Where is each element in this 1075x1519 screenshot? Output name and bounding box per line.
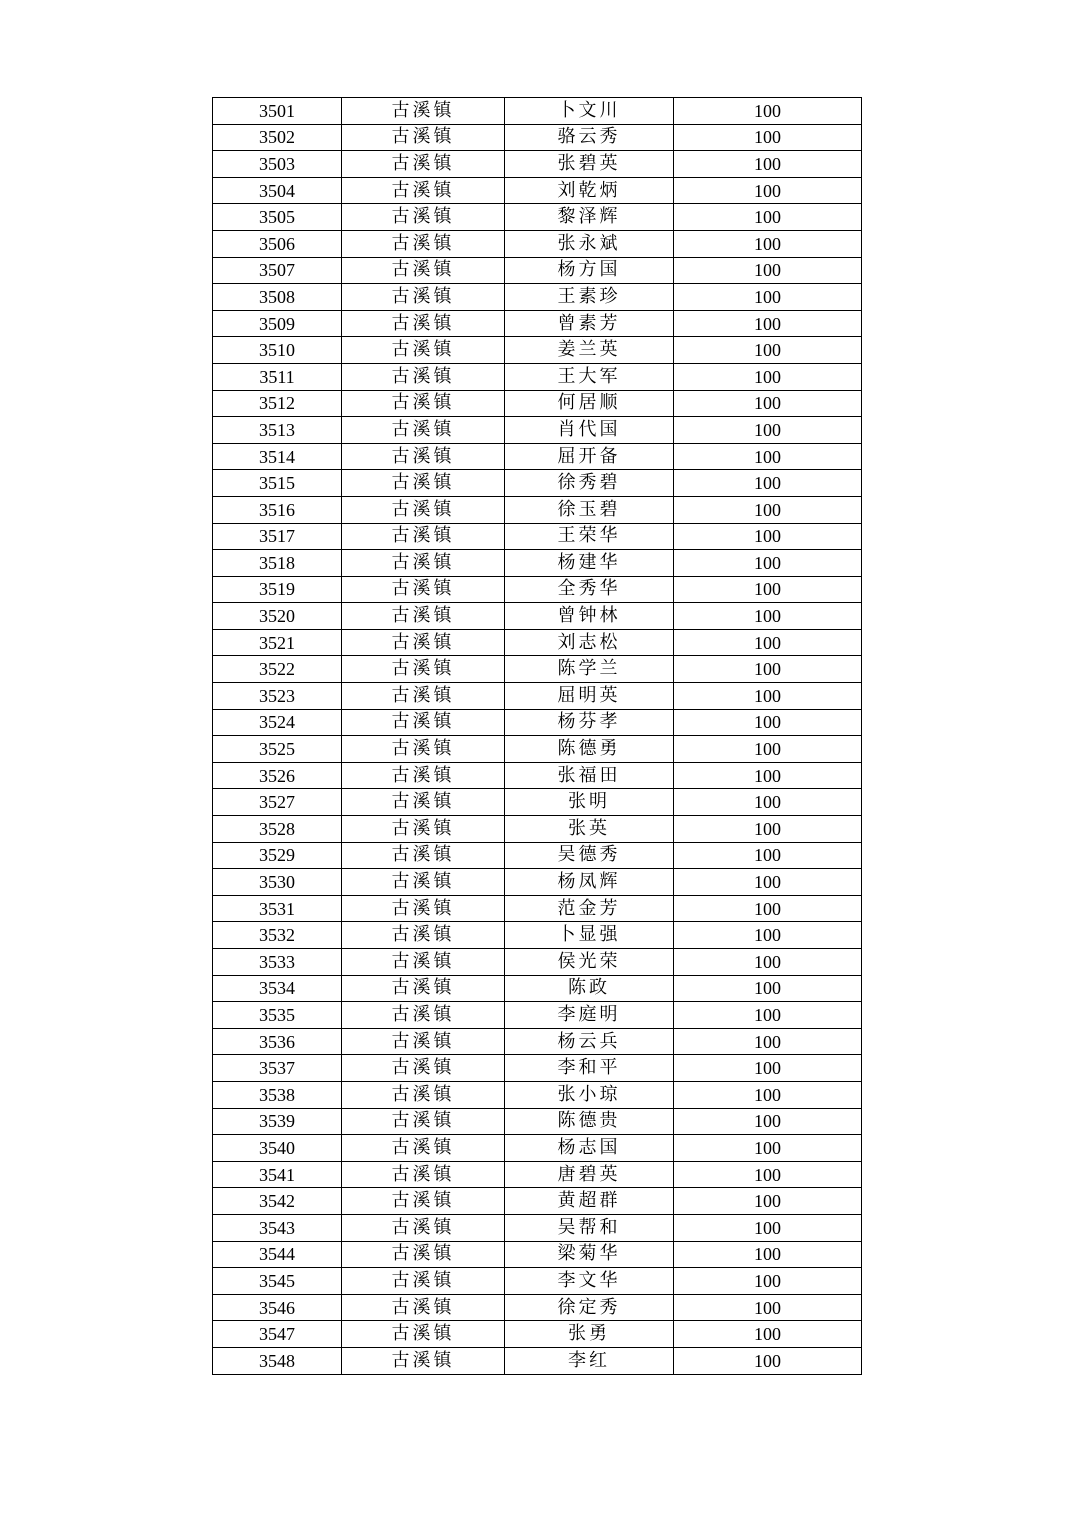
town-cell: 古溪镇 [342, 310, 505, 337]
person-name-cell: 杨方国 [505, 257, 674, 284]
serial-number-cell: 3547 [213, 1321, 342, 1348]
table-row [213, 550, 862, 577]
amount-cell: 100 [674, 204, 862, 231]
town-cell: 古溪镇 [342, 363, 505, 390]
amount-cell: 100 [674, 683, 862, 710]
person-name-cell: 刘志松 [505, 629, 674, 656]
town-cell: 古溪镇 [342, 762, 505, 789]
town-cell: 古溪镇 [342, 496, 505, 523]
serial-number-cell: 3514 [213, 443, 342, 470]
person-name-cell: 吴帮和 [505, 1214, 674, 1241]
amount-cell: 100 [674, 1321, 862, 1348]
serial-number-cell: 3541 [213, 1161, 342, 1188]
serial-number-cell: 3536 [213, 1028, 342, 1055]
table-row [213, 922, 862, 949]
table-row [213, 949, 862, 976]
town-cell: 古溪镇 [342, 284, 505, 311]
town-cell: 古溪镇 [342, 204, 505, 231]
person-name-cell: 张永斌 [505, 230, 674, 257]
table-row [213, 230, 862, 257]
table-row [213, 470, 862, 497]
person-name-cell: 吴德秀 [505, 842, 674, 869]
person-name-cell: 徐定秀 [505, 1294, 674, 1321]
serial-number-cell: 3518 [213, 550, 342, 577]
town-cell: 古溪镇 [342, 257, 505, 284]
town-cell: 古溪镇 [342, 417, 505, 444]
table-row [213, 443, 862, 470]
table-row [213, 736, 862, 763]
amount-cell: 100 [674, 257, 862, 284]
table-row [213, 523, 862, 550]
serial-number-cell: 3535 [213, 1002, 342, 1029]
town-cell: 古溪镇 [342, 895, 505, 922]
town-cell: 古溪镇 [342, 177, 505, 204]
amount-cell: 100 [674, 869, 862, 896]
table-row [213, 124, 862, 151]
serial-number-cell: 3502 [213, 124, 342, 151]
town-cell: 古溪镇 [342, 1188, 505, 1215]
serial-number-cell: 3538 [213, 1081, 342, 1108]
table-row [213, 576, 862, 603]
person-name-cell: 张福田 [505, 762, 674, 789]
amount-cell: 100 [674, 496, 862, 523]
amount-cell: 100 [674, 1028, 862, 1055]
person-name-cell: 王大军 [505, 363, 674, 390]
serial-number-cell: 3510 [213, 337, 342, 364]
serial-number-cell: 3533 [213, 949, 342, 976]
serial-number-cell: 3543 [213, 1214, 342, 1241]
table-row [213, 1002, 862, 1029]
person-name-cell: 刘乾炳 [505, 177, 674, 204]
town-cell: 古溪镇 [342, 1294, 505, 1321]
town-cell: 古溪镇 [342, 1321, 505, 1348]
town-cell: 古溪镇 [342, 736, 505, 763]
serial-number-cell: 3529 [213, 842, 342, 869]
town-cell: 古溪镇 [342, 230, 505, 257]
amount-cell: 100 [674, 1135, 862, 1162]
town-cell: 古溪镇 [342, 629, 505, 656]
town-cell: 古溪镇 [342, 1268, 505, 1295]
amount-cell: 100 [674, 284, 862, 311]
serial-number-cell: 3516 [213, 496, 342, 523]
serial-number-cell: 3546 [213, 1294, 342, 1321]
town-cell: 古溪镇 [342, 550, 505, 577]
amount-cell: 100 [674, 816, 862, 843]
town-cell: 古溪镇 [342, 98, 505, 125]
serial-number-cell: 3548 [213, 1347, 342, 1374]
serial-number-cell: 3521 [213, 629, 342, 656]
town-cell: 古溪镇 [342, 1161, 505, 1188]
serial-number-cell: 3520 [213, 603, 342, 630]
person-name-cell: 屈明英 [505, 683, 674, 710]
serial-number-cell: 3504 [213, 177, 342, 204]
town-cell: 古溪镇 [342, 470, 505, 497]
table-row [213, 1294, 862, 1321]
person-name-cell: 陈政 [505, 975, 674, 1002]
serial-number-cell: 3519 [213, 576, 342, 603]
amount-cell: 100 [674, 1294, 862, 1321]
town-cell: 古溪镇 [342, 709, 505, 736]
table-row [213, 310, 862, 337]
town-cell: 古溪镇 [342, 869, 505, 896]
serial-number-cell: 3534 [213, 975, 342, 1002]
town-cell: 古溪镇 [342, 789, 505, 816]
serial-number-cell: 3517 [213, 523, 342, 550]
table-row [213, 1214, 862, 1241]
amount-cell: 100 [674, 523, 862, 550]
amount-cell: 100 [674, 922, 862, 949]
table-row [213, 284, 862, 311]
person-name-cell: 张英 [505, 816, 674, 843]
amount-cell: 100 [674, 390, 862, 417]
serial-number-cell: 3501 [213, 98, 342, 125]
person-name-cell: 张明 [505, 789, 674, 816]
table-row [213, 1108, 862, 1135]
person-name-cell: 张勇 [505, 1321, 674, 1348]
town-cell: 古溪镇 [342, 576, 505, 603]
table-row [213, 869, 862, 896]
amount-cell: 100 [674, 1268, 862, 1295]
person-name-cell: 全秀华 [505, 576, 674, 603]
town-cell: 古溪镇 [342, 656, 505, 683]
amount-cell: 100 [674, 443, 862, 470]
amount-cell: 100 [674, 337, 862, 364]
town-cell: 古溪镇 [342, 949, 505, 976]
table-row [213, 337, 862, 364]
table-row [213, 151, 862, 178]
person-name-cell: 杨芬孝 [505, 709, 674, 736]
town-cell: 古溪镇 [342, 337, 505, 364]
table-row [213, 177, 862, 204]
town-cell: 古溪镇 [342, 603, 505, 630]
person-name-cell: 侯光荣 [505, 949, 674, 976]
table-row [213, 1055, 862, 1082]
amount-cell: 100 [674, 949, 862, 976]
town-cell: 古溪镇 [342, 1055, 505, 1082]
table-row [213, 257, 862, 284]
person-name-cell: 杨凤辉 [505, 869, 674, 896]
amount-cell: 100 [674, 470, 862, 497]
amount-cell: 100 [674, 975, 862, 1002]
table-row [213, 1135, 862, 1162]
person-name-cell: 杨建华 [505, 550, 674, 577]
table-row [213, 656, 862, 683]
serial-number-cell: 3508 [213, 284, 342, 311]
table-row [213, 1268, 862, 1295]
amount-cell: 100 [674, 709, 862, 736]
serial-number-cell: 3511 [213, 363, 342, 390]
serial-number-cell: 3509 [213, 310, 342, 337]
beneficiary-table [212, 97, 862, 1375]
serial-number-cell: 3515 [213, 470, 342, 497]
table-row [213, 1028, 862, 1055]
amount-cell: 100 [674, 576, 862, 603]
serial-number-cell: 3545 [213, 1268, 342, 1295]
amount-cell: 100 [674, 762, 862, 789]
person-name-cell: 张小琼 [505, 1081, 674, 1108]
table-row [213, 363, 862, 390]
amount-cell: 100 [674, 789, 862, 816]
serial-number-cell: 3503 [213, 151, 342, 178]
serial-number-cell: 3523 [213, 683, 342, 710]
serial-number-cell: 3512 [213, 390, 342, 417]
serial-number-cell: 3544 [213, 1241, 342, 1268]
person-name-cell: 范金芳 [505, 895, 674, 922]
town-cell: 古溪镇 [342, 1002, 505, 1029]
amount-cell: 100 [674, 417, 862, 444]
serial-number-cell: 3527 [213, 789, 342, 816]
person-name-cell: 陈德贵 [505, 1108, 674, 1135]
amount-cell: 100 [674, 310, 862, 337]
table-row [213, 709, 862, 736]
amount-cell: 100 [674, 98, 862, 125]
table-row [213, 98, 862, 125]
serial-number-cell: 3524 [213, 709, 342, 736]
amount-cell: 100 [674, 177, 862, 204]
serial-number-cell: 3526 [213, 762, 342, 789]
amount-cell: 100 [674, 230, 862, 257]
table-row [213, 1241, 862, 1268]
person-name-cell: 徐秀碧 [505, 470, 674, 497]
person-name-cell: 何居顺 [505, 390, 674, 417]
table-row [213, 1081, 862, 1108]
town-cell: 古溪镇 [342, 1214, 505, 1241]
amount-cell: 100 [674, 550, 862, 577]
person-name-cell: 李和平 [505, 1055, 674, 1082]
town-cell: 古溪镇 [342, 124, 505, 151]
amount-cell: 100 [674, 603, 862, 630]
person-name-cell: 梁菊华 [505, 1241, 674, 1268]
table-row [213, 1347, 862, 1374]
person-name-cell: 李红 [505, 1347, 674, 1374]
table-row [213, 895, 862, 922]
amount-cell: 100 [674, 1214, 862, 1241]
person-name-cell: 姜兰英 [505, 337, 674, 364]
amount-cell: 100 [674, 1241, 862, 1268]
town-cell: 古溪镇 [342, 1028, 505, 1055]
table-row [213, 789, 862, 816]
table-row [213, 629, 862, 656]
table-row [213, 1321, 862, 1348]
town-cell: 古溪镇 [342, 1108, 505, 1135]
person-name-cell: 唐碧英 [505, 1161, 674, 1188]
serial-number-cell: 3525 [213, 736, 342, 763]
amount-cell: 100 [674, 656, 862, 683]
serial-number-cell: 3540 [213, 1135, 342, 1162]
town-cell: 古溪镇 [342, 1135, 505, 1162]
serial-number-cell: 3530 [213, 869, 342, 896]
town-cell: 古溪镇 [342, 523, 505, 550]
person-name-cell: 王素珍 [505, 284, 674, 311]
amount-cell: 100 [674, 1161, 862, 1188]
table-row [213, 762, 862, 789]
amount-cell: 100 [674, 363, 862, 390]
person-name-cell: 李文华 [505, 1268, 674, 1295]
town-cell: 古溪镇 [342, 816, 505, 843]
table-body [213, 98, 862, 1375]
serial-number-cell: 3537 [213, 1055, 342, 1082]
town-cell: 古溪镇 [342, 922, 505, 949]
person-name-cell: 杨云兵 [505, 1028, 674, 1055]
town-cell: 古溪镇 [342, 1081, 505, 1108]
serial-number-cell: 3531 [213, 895, 342, 922]
person-name-cell: 黎泽辉 [505, 204, 674, 231]
person-name-cell: 曾素芳 [505, 310, 674, 337]
table-row [213, 603, 862, 630]
amount-cell: 100 [674, 842, 862, 869]
serial-number-cell: 3542 [213, 1188, 342, 1215]
table-row [213, 496, 862, 523]
amount-cell: 100 [674, 1188, 862, 1215]
person-name-cell: 李庭明 [505, 1002, 674, 1029]
town-cell: 古溪镇 [342, 1241, 505, 1268]
town-cell: 古溪镇 [342, 390, 505, 417]
person-name-cell: 黄超群 [505, 1188, 674, 1215]
person-name-cell: 王荣华 [505, 523, 674, 550]
person-name-cell: 屈开备 [505, 443, 674, 470]
table-row [213, 390, 862, 417]
amount-cell: 100 [674, 1002, 862, 1029]
town-cell: 古溪镇 [342, 443, 505, 470]
serial-number-cell: 3532 [213, 922, 342, 949]
serial-number-cell: 3507 [213, 257, 342, 284]
table-row [213, 1161, 862, 1188]
serial-number-cell: 3522 [213, 656, 342, 683]
person-name-cell: 杨志国 [505, 1135, 674, 1162]
amount-cell: 100 [674, 736, 862, 763]
person-name-cell: 骆云秀 [505, 124, 674, 151]
amount-cell: 100 [674, 1081, 862, 1108]
town-cell: 古溪镇 [342, 151, 505, 178]
table-row [213, 842, 862, 869]
person-name-cell: 肖代国 [505, 417, 674, 444]
serial-number-cell: 3506 [213, 230, 342, 257]
town-cell: 古溪镇 [342, 683, 505, 710]
table-row [213, 204, 862, 231]
table-row [213, 417, 862, 444]
person-name-cell: 徐玉碧 [505, 496, 674, 523]
amount-cell: 100 [674, 151, 862, 178]
table-row [213, 816, 862, 843]
amount-cell: 100 [674, 629, 862, 656]
amount-cell: 100 [674, 1055, 862, 1082]
town-cell: 古溪镇 [342, 1347, 505, 1374]
person-name-cell: 曾钟林 [505, 603, 674, 630]
amount-cell: 100 [674, 895, 862, 922]
person-name-cell: 卜文川 [505, 98, 674, 125]
amount-cell: 100 [674, 1108, 862, 1135]
person-name-cell: 张碧英 [505, 151, 674, 178]
serial-number-cell: 3528 [213, 816, 342, 843]
amount-cell: 100 [674, 1347, 862, 1374]
person-name-cell: 陈学兰 [505, 656, 674, 683]
person-name-cell: 卜显强 [505, 922, 674, 949]
table-row [213, 1188, 862, 1215]
table-row [213, 683, 862, 710]
person-name-cell: 陈德勇 [505, 736, 674, 763]
serial-number-cell: 3513 [213, 417, 342, 444]
town-cell: 古溪镇 [342, 975, 505, 1002]
town-cell: 古溪镇 [342, 842, 505, 869]
amount-cell: 100 [674, 124, 862, 151]
serial-number-cell: 3539 [213, 1108, 342, 1135]
table-row [213, 975, 862, 1002]
serial-number-cell: 3505 [213, 204, 342, 231]
